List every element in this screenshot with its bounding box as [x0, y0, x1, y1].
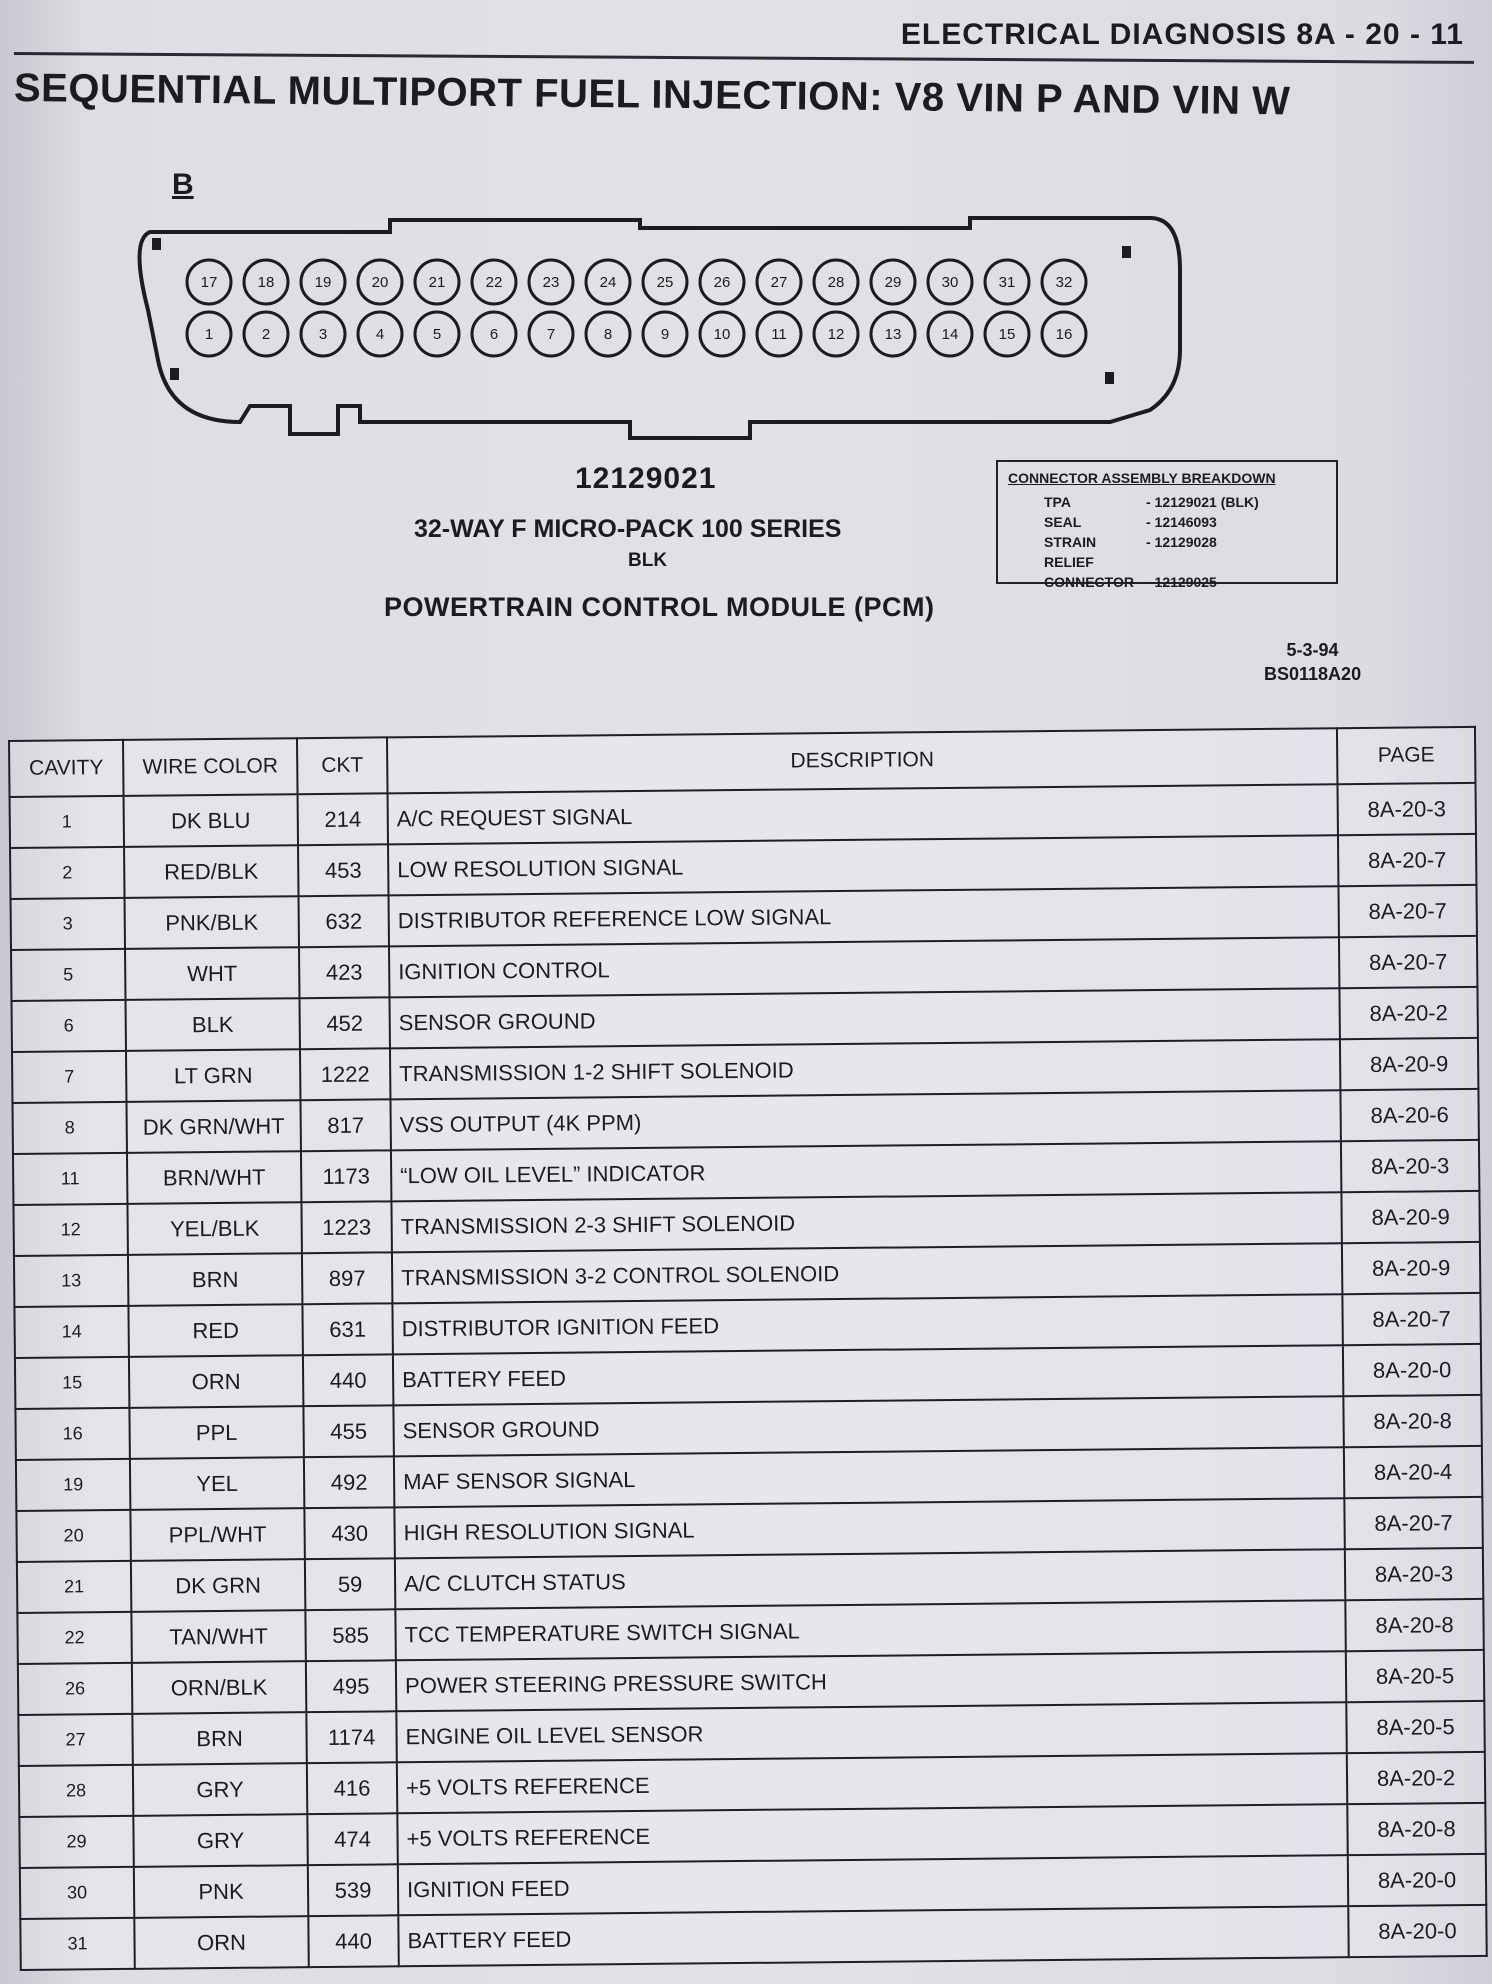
pin-number: 17: [200, 274, 218, 291]
cell-ckt: 539: [308, 1864, 398, 1916]
cell-description: SENSOR GROUND: [393, 1396, 1343, 1456]
cell-wire-color: DK GRN/WHT: [126, 1100, 300, 1153]
cell-cavity: 20: [16, 1510, 130, 1562]
bottom-pin-row: [187, 312, 1086, 356]
cell-description: +5 VOLTS REFERENCE: [397, 1804, 1347, 1864]
cell-wire-color: PNK/BLK: [125, 896, 299, 949]
cell-ckt: 455: [303, 1405, 393, 1457]
header-rule: [14, 52, 1474, 64]
cell-wire-color: DK BLU: [124, 794, 298, 847]
cell-page: 8A-20-9: [1341, 1191, 1479, 1243]
cell-cavity: 11: [13, 1153, 127, 1205]
cell-description: IGNITION CONTROL: [389, 937, 1339, 997]
cell-cavity: 26: [18, 1663, 132, 1715]
cell-cavity: 27: [18, 1714, 132, 1766]
cell-wire-color: PPL/WHT: [130, 1508, 304, 1561]
cell-description: TRANSMISSION 2-3 SHIFT SOLENOID: [391, 1192, 1341, 1252]
latch-mark: [170, 368, 179, 380]
pin-number: 5: [432, 326, 442, 343]
cell-page: 8A-20-8: [1345, 1599, 1483, 1651]
drawing-date-code: [1264, 638, 1361, 686]
cell-description: A/C CLUTCH STATUS: [395, 1549, 1345, 1609]
cell-ckt: 416: [307, 1762, 397, 1814]
part-number: 12129021: [575, 462, 717, 495]
cell-description: MAF SENSOR SIGNAL: [394, 1447, 1344, 1507]
cell-wire-color: ORN: [129, 1355, 303, 1408]
connector-series: 32-WAY F MICRO-PACK 100 SERIES: [414, 515, 842, 543]
cell-cavity: 12: [13, 1204, 127, 1256]
cell-wire-color: YEL: [130, 1457, 304, 1510]
latch-mark: [152, 238, 161, 250]
cell-description: A/C REQUEST SIGNAL: [388, 784, 1338, 844]
cell-cavity: 29: [19, 1816, 133, 1868]
pin-number: 16: [1055, 326, 1073, 343]
cell-wire-color: TAN/WHT: [131, 1610, 305, 1663]
cell-ckt: 492: [304, 1456, 394, 1508]
cell-ckt: 1223: [301, 1201, 391, 1253]
cell-wire-color: PPL: [129, 1406, 303, 1459]
cell-page: 8A-20-8: [1347, 1803, 1485, 1855]
cell-page: 8A-20-0: [1348, 1854, 1486, 1906]
cell-ckt: 585: [305, 1609, 395, 1661]
pin-number: 13: [884, 326, 902, 343]
pin-number: 23: [542, 274, 560, 291]
pin-number: 7: [546, 326, 556, 343]
cell-page: 8A-20-3: [1341, 1140, 1479, 1192]
cell-page: 8A-20-2: [1347, 1752, 1485, 1804]
header-wire-color: WIRE COLOR: [123, 738, 298, 796]
pin-number: 22: [485, 274, 503, 291]
pin-number: 25: [656, 274, 674, 291]
cell-cavity: 6: [12, 1000, 126, 1052]
connector-label: B: [172, 168, 194, 201]
cell-wire-color: GRY: [133, 1763, 307, 1816]
pin-number: 29: [884, 274, 902, 291]
pin-number: 15: [998, 326, 1016, 343]
cell-wire-color: RED: [128, 1304, 302, 1357]
breakdown-row: STRAIN RELIEF - 12129028: [1044, 534, 1217, 570]
cell-ckt: 474: [307, 1813, 397, 1865]
cell-page: 8A-20-7: [1338, 885, 1476, 937]
cell-description: “LOW OIL LEVEL” INDICATOR: [391, 1141, 1341, 1201]
connector-color: BLK: [628, 550, 668, 571]
pin-number: 6: [489, 326, 499, 343]
cell-ckt: 1174: [306, 1711, 396, 1763]
cell-description: VSS OUTPUT (4K PPM): [390, 1090, 1340, 1150]
cell-cavity: 28: [19, 1765, 133, 1817]
breakdown-title: CONNECTOR ASSEMBLY BREAKDOWN: [1008, 470, 1276, 486]
cell-ckt: 897: [302, 1252, 392, 1304]
section-header: ELECTRICAL DIAGNOSIS 8A - 20 - 11: [900, 18, 1464, 51]
cell-description: TRANSMISSION 1-2 SHIFT SOLENOID: [390, 1039, 1340, 1099]
cell-page: 8A-20-3: [1337, 783, 1475, 835]
cell-ckt: 440: [308, 1915, 398, 1967]
cell-ckt: 440: [303, 1354, 393, 1406]
pin-number: 3: [318, 326, 328, 343]
latch-mark: [1105, 372, 1114, 384]
header-description: DESCRIPTION: [387, 728, 1337, 793]
cell-cavity: 5: [11, 949, 125, 1001]
cell-cavity: 16: [15, 1408, 129, 1460]
cell-wire-color: BLK: [126, 998, 300, 1051]
pin-number: 26: [713, 274, 731, 291]
cell-ckt: 1173: [301, 1150, 391, 1202]
pin-number: 2: [261, 326, 271, 343]
cell-page: 8A-20-2: [1339, 987, 1477, 1039]
cell-description: LOW RESOLUTION SIGNAL: [388, 835, 1338, 895]
cell-wire-color: LT GRN: [126, 1049, 300, 1102]
cell-page: 8A-20-7: [1339, 936, 1477, 988]
module-name: POWERTRAIN CONTROL MODULE (PCM): [384, 592, 935, 622]
cell-ckt: 430: [304, 1507, 394, 1559]
cell-page: 8A-20-7: [1344, 1497, 1482, 1549]
cell-page: 8A-20-9: [1340, 1038, 1478, 1090]
cell-page: 8A-20-8: [1343, 1395, 1481, 1447]
header-cavity: CAVITY: [9, 740, 124, 797]
cell-ckt: 59: [305, 1558, 395, 1610]
cell-cavity: 7: [12, 1051, 126, 1103]
drawing-date: 5-3-94: [1286, 640, 1339, 660]
pin-number: 12: [827, 326, 845, 343]
cell-ckt: 632: [299, 895, 389, 947]
pin-number: 20: [371, 274, 389, 291]
cell-wire-color: RED/BLK: [124, 845, 298, 898]
cell-wire-color: BRN: [132, 1712, 306, 1765]
cell-cavity: 19: [16, 1459, 130, 1511]
pin-number: 8: [603, 326, 613, 343]
cell-cavity: 13: [14, 1255, 128, 1307]
connector-outline: [139, 218, 1180, 438]
cell-description: IGNITION FEED: [398, 1855, 1348, 1915]
cell-description: ENGINE OIL LEVEL SENSOR: [396, 1702, 1346, 1762]
cell-cavity: 2: [10, 847, 124, 899]
top-pin-row: [187, 260, 1086, 304]
cell-cavity: 31: [20, 1918, 134, 1970]
cell-ckt: 423: [299, 946, 389, 998]
cell-description: DISTRIBUTOR REFERENCE LOW SIGNAL: [389, 886, 1339, 946]
cell-description: TRANSMISSION 3-2 CONTROL SOLENOID: [392, 1243, 1342, 1303]
cell-wire-color: GRY: [133, 1814, 307, 1867]
cell-wire-color: ORN/BLK: [132, 1661, 306, 1714]
cell-page: 8A-20-5: [1346, 1650, 1484, 1702]
cell-page: 8A-20-9: [1342, 1242, 1480, 1294]
latch-mark: [1122, 246, 1131, 258]
header-ckt: CKT: [297, 737, 388, 794]
cell-wire-color: PNK: [134, 1865, 308, 1918]
cell-page: 8A-20-4: [1344, 1446, 1482, 1498]
header-page: PAGE: [1337, 727, 1476, 784]
cell-wire-color: BRN/WHT: [127, 1151, 301, 1204]
cell-wire-color: YEL/BLK: [127, 1202, 301, 1255]
pin-number: 31: [998, 274, 1016, 291]
cell-ckt: 1222: [300, 1048, 390, 1100]
pin-number: 21: [428, 274, 446, 291]
pin-number: 10: [713, 326, 731, 343]
cell-page: 8A-20-0: [1343, 1344, 1481, 1396]
breakdown-row: SEAL - 12146093: [1044, 514, 1217, 530]
cell-cavity: 22: [17, 1612, 131, 1664]
cell-page: 8A-20-0: [1348, 1905, 1486, 1957]
page-title: SEQUENTIAL MULTIPORT FUEL INJECTION: V8 VIN P AND VIN W: [13, 66, 1291, 124]
pin-number: 14: [941, 326, 959, 343]
cell-description: BATTERY FEED: [393, 1345, 1343, 1405]
pin-number: 1: [204, 326, 214, 343]
cell-ckt: 453: [298, 844, 388, 896]
cell-wire-color: WHT: [125, 947, 299, 1000]
pin-number: 27: [770, 274, 788, 291]
pin-number: 9: [660, 326, 670, 343]
cell-ckt: 214: [298, 793, 388, 845]
cell-page: 8A-20-3: [1345, 1548, 1483, 1600]
cell-description: SENSOR GROUND: [389, 988, 1339, 1048]
cell-ckt: 452: [299, 997, 389, 1049]
cell-cavity: 8: [12, 1102, 126, 1154]
cell-wire-color: ORN: [134, 1916, 308, 1969]
cell-cavity: 15: [15, 1357, 129, 1409]
cell-description: HIGH RESOLUTION SIGNAL: [394, 1498, 1344, 1558]
cell-ckt: 631: [302, 1303, 392, 1355]
cell-page: 8A-20-7: [1342, 1293, 1480, 1345]
pin-number: 4: [375, 326, 385, 343]
cell-ckt: 817: [300, 1099, 390, 1151]
pin-table: [8, 726, 1488, 1971]
cell-ckt: 495: [306, 1660, 396, 1712]
cell-cavity: 3: [11, 898, 125, 950]
pin-number: 28: [827, 274, 845, 291]
cell-description: POWER STEERING PRESSURE SWITCH: [396, 1651, 1346, 1711]
pin-number: 24: [599, 274, 617, 291]
breakdown-row: CONNECTOR - 12129025: [1044, 574, 1217, 590]
pin-number: 32: [1055, 274, 1073, 291]
drawing-code: BS0118A20: [1264, 664, 1362, 684]
pin-number: 30: [941, 274, 959, 291]
pin-number: 18: [257, 274, 275, 291]
cell-page: 8A-20-6: [1340, 1089, 1478, 1141]
cell-description: BATTERY FEED: [398, 1906, 1348, 1966]
connector-assembly-breakdown: [996, 460, 1338, 590]
breakdown-row: TPA - 12129021 (BLK): [1044, 494, 1259, 510]
cell-page: 8A-20-7: [1338, 834, 1476, 886]
cell-description: TCC TEMPERATURE SWITCH SIGNAL: [395, 1600, 1345, 1660]
cell-wire-color: BRN: [128, 1253, 302, 1306]
connector-diagram: [110, 210, 1190, 450]
cell-page: 8A-20-5: [1346, 1701, 1484, 1753]
cell-cavity: 21: [17, 1561, 131, 1613]
cell-wire-color: DK GRN: [131, 1559, 305, 1612]
pin-number: 11: [771, 326, 787, 343]
cell-description: +5 VOLTS REFERENCE: [397, 1753, 1347, 1813]
cell-description: DISTRIBUTOR IGNITION FEED: [392, 1294, 1342, 1354]
cell-cavity: 1: [10, 796, 124, 848]
cell-cavity: 14: [14, 1306, 128, 1358]
pin-number: 19: [314, 274, 332, 291]
cell-cavity: 30: [20, 1867, 134, 1919]
